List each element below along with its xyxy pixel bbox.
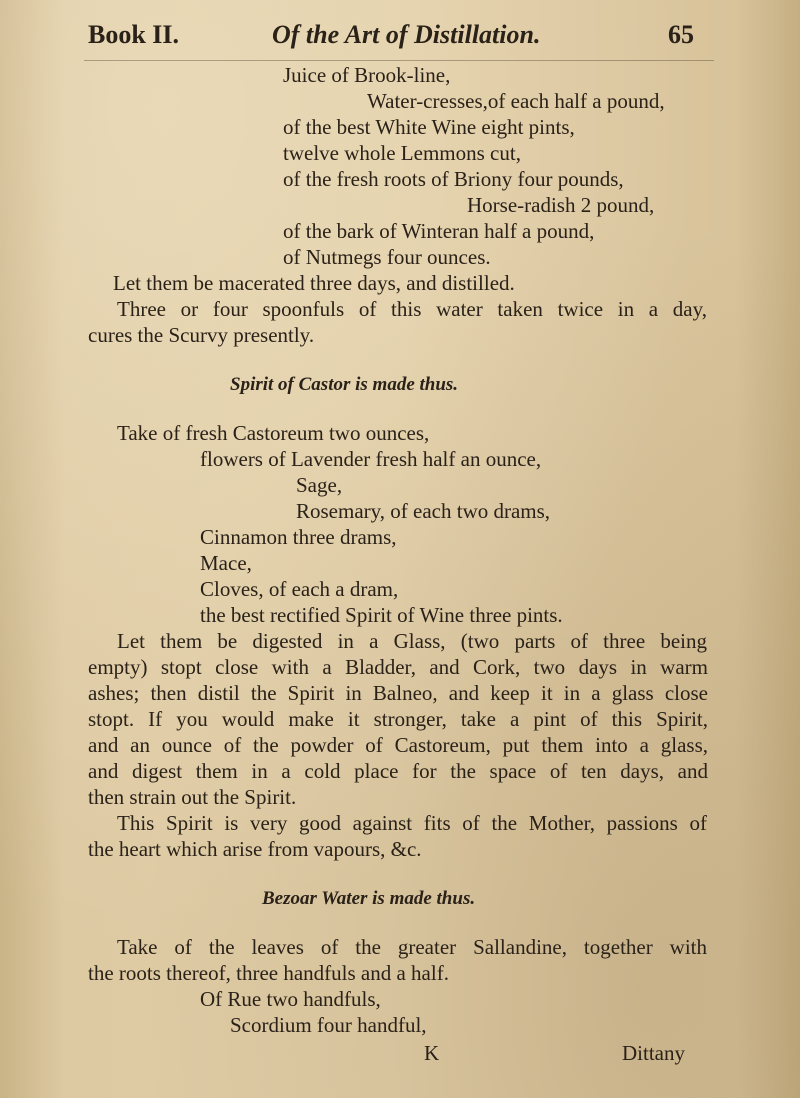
text-line: the best rectified Spirit of Wine three pints.: [200, 603, 563, 627]
text-line: Mace,: [200, 551, 252, 575]
text-line: stopt. If you would make it stronger, take a pint of this Spirit,: [88, 707, 708, 731]
text-line: Cloves, of each a dram,: [200, 577, 399, 601]
text-line: Water-cresses,of each half a pound,: [367, 89, 665, 113]
text-line: Take of fresh Castoreum two ounces,: [117, 421, 430, 445]
book-label: Book II.: [88, 20, 180, 49]
text-line: Juice of Brook-line,: [283, 63, 451, 87]
text-line: then strain out the Spirit.: [88, 785, 297, 809]
text-line: flowers of Lavender fresh half an ounce,: [200, 447, 542, 471]
text-line: of Nutmegs four ounces.: [283, 245, 491, 269]
text-line: empty) stopt close with a Bladder, and Cork, two days in warm: [88, 655, 708, 679]
text-line: the roots thereof, three handfuls and a half.: [88, 961, 449, 985]
text-line: Scordium four handful,: [230, 1013, 427, 1037]
running-title: Of the Art of Distillation.: [272, 20, 541, 49]
text-line: of the bark of Winteran half a pound,: [283, 219, 595, 243]
section-heading: Bezoar Water is made thus.: [262, 888, 476, 909]
text-line: ashes; then distil the Spirit in Balneo, and keep it in a glass close: [88, 681, 708, 705]
text-line: cures the Scurvy presently.: [88, 323, 315, 347]
text-line: Let them be macerated three days, and distilled.: [113, 271, 515, 295]
catchword: Dittany: [622, 1041, 685, 1065]
text-line: and an ounce of the powder of Castoreum, put them into a glass,: [88, 733, 708, 757]
text-line: Sage,: [296, 473, 343, 497]
text-line: of the fresh roots of Briony four pounds,: [283, 167, 624, 191]
text-line: Horse-radish 2 pound,: [467, 193, 655, 217]
text-line: twelve whole Lemmons cut,: [283, 141, 521, 165]
text-line: Of Rue two handfuls,: [200, 987, 381, 1011]
text-line: Three or four spoonfuls of this water taken twice in a day,: [117, 297, 707, 321]
text-line: and digest them in a cold place for the space of ten days, and: [88, 759, 708, 783]
text-line: Take of the leaves of the greater Sallandine, together with: [117, 935, 707, 959]
page-number: 65: [668, 20, 694, 49]
header-rule: [84, 60, 714, 61]
text-line: Cinnamon three drams,: [200, 525, 397, 549]
text-line: Let them be digested in a Glass, (two parts of three being: [117, 629, 707, 653]
section-heading: Spirit of Castor is made thus.: [230, 374, 459, 395]
signature-mark: K: [424, 1041, 440, 1065]
text-line: the heart which arise from vapours, &c.: [88, 837, 422, 861]
text-line: This Spirit is very good against fits of the Mother, passions of: [117, 811, 707, 835]
text-line: Rosemary, of each two drams,: [296, 499, 551, 523]
text-line: of the best White Wine eight pints,: [283, 115, 575, 139]
